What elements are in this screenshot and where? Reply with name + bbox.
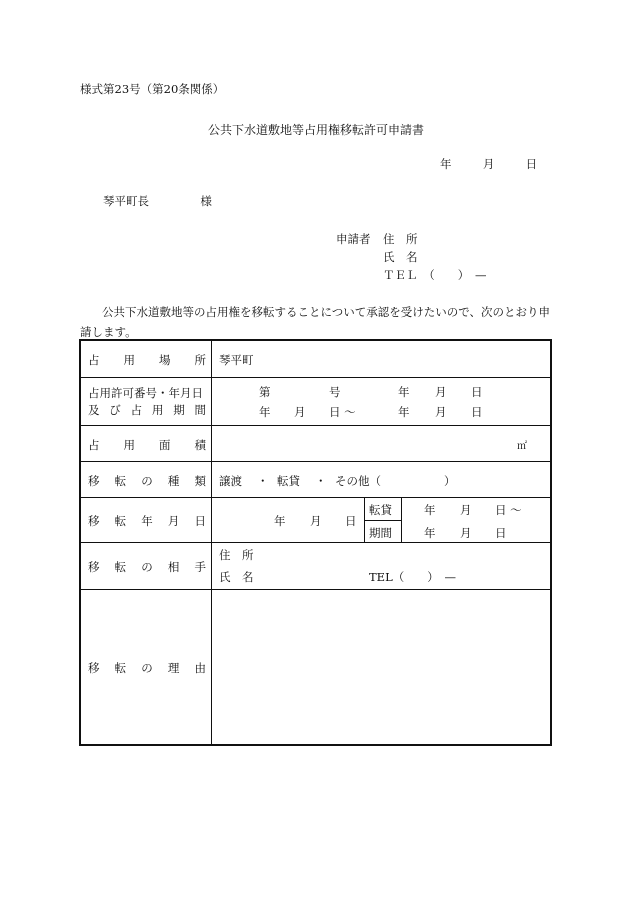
transfer-option-sublease[interactable]: 転貸	[277, 474, 300, 488]
addressee	[103, 193, 212, 209]
transfer-option-assignment[interactable]: 譲渡	[219, 474, 242, 488]
applicant-name-label: 氏 名	[383, 250, 418, 264]
date-day-label: 日	[525, 157, 538, 171]
separator-dot: ・	[257, 474, 269, 488]
location-value[interactable]: 琴平町	[219, 353, 254, 367]
area-label: 占 用 面 積	[88, 438, 206, 452]
applicant-tel-label: ＴＥＬ （ ） —	[383, 268, 487, 282]
document-title: 公共下水道敷地等占用権移転許可申請書	[208, 123, 425, 137]
transfer-option-other-close: ）	[444, 474, 456, 488]
separator-dot: ・	[315, 474, 327, 488]
permit-date-year: 年	[398, 385, 410, 399]
sublease-start-day: 日 〜	[495, 503, 522, 517]
sublease-label: 転貸	[369, 503, 392, 517]
counterparty-tel-label: TEL（ ） —	[369, 570, 456, 584]
period-label: 期間	[369, 526, 392, 540]
addressee-name: 琴平町長	[103, 194, 149, 208]
permit-label-line2: 及 び 占 用 期 間	[88, 403, 206, 417]
transfer-date-day: 日	[345, 514, 357, 528]
row-location	[81, 341, 550, 377]
transfer-date-label: 移 転 年 月 日	[88, 514, 206, 528]
sublease-start-year: 年	[424, 503, 436, 517]
row-counterparty	[81, 542, 550, 590]
counterparty-address-label: 住 所	[219, 548, 254, 562]
addressee-honorific: 様	[200, 194, 212, 208]
transfer-option-other[interactable]: その他（	[335, 474, 381, 488]
applicant-label: 申請者	[336, 232, 371, 246]
sublease-end-year: 年	[424, 526, 436, 540]
form-number: 様式第23号（第20条関係）	[80, 82, 225, 96]
application-date	[440, 156, 537, 172]
permit-number-suffix: 号	[329, 385, 341, 399]
transfer-date-year: 年	[274, 514, 286, 528]
applicant-address-label: 住 所	[383, 232, 418, 246]
period-end-year: 年	[398, 405, 410, 419]
transfer-type-label: 移 転 の 種 類	[88, 474, 206, 488]
reason-label: 移 転 の 理 由	[88, 661, 206, 675]
row-area	[81, 425, 550, 462]
application-table	[79, 339, 552, 746]
sublease-divider-right	[401, 498, 402, 543]
permit-date-month: 月	[435, 385, 447, 399]
location-label: 占 用 場 所	[88, 353, 206, 367]
row-transfer-date	[81, 497, 550, 543]
date-month-label: 月	[482, 157, 495, 171]
permit-number-prefix: 第	[259, 385, 271, 399]
transfer-date-month: 月	[310, 514, 322, 528]
period-start-month: 月	[294, 405, 306, 419]
sublease-hdivider	[364, 520, 401, 521]
period-end-day: 日	[471, 405, 483, 419]
sublease-end-day: 日	[495, 526, 507, 540]
counterparty-name-label: 氏 名	[219, 570, 254, 584]
sublease-end-month: 月	[460, 526, 472, 540]
row-transfer-type	[81, 461, 550, 498]
sublease-start-month: 月	[460, 503, 472, 517]
period-end-month: 月	[435, 405, 447, 419]
period-start-day: 日 〜	[329, 405, 356, 419]
reason-field[interactable]	[217, 594, 546, 740]
date-year-label: 年	[440, 157, 452, 171]
row-reason	[81, 589, 550, 744]
permit-date-day: 日	[471, 385, 483, 399]
intro-text: 公共下水道敷地等の占用権を移転することについて承認を受けたいので、次のとおり申請します。	[80, 305, 551, 339]
period-start-year: 年	[259, 405, 271, 419]
counterparty-label: 移 転 の 相 手	[88, 560, 206, 574]
permit-label-line1: 占用許可番号・年月日	[88, 386, 203, 400]
permit-label	[88, 385, 206, 419]
area-unit: ㎡	[517, 441, 527, 452]
row-permit	[81, 377, 550, 426]
